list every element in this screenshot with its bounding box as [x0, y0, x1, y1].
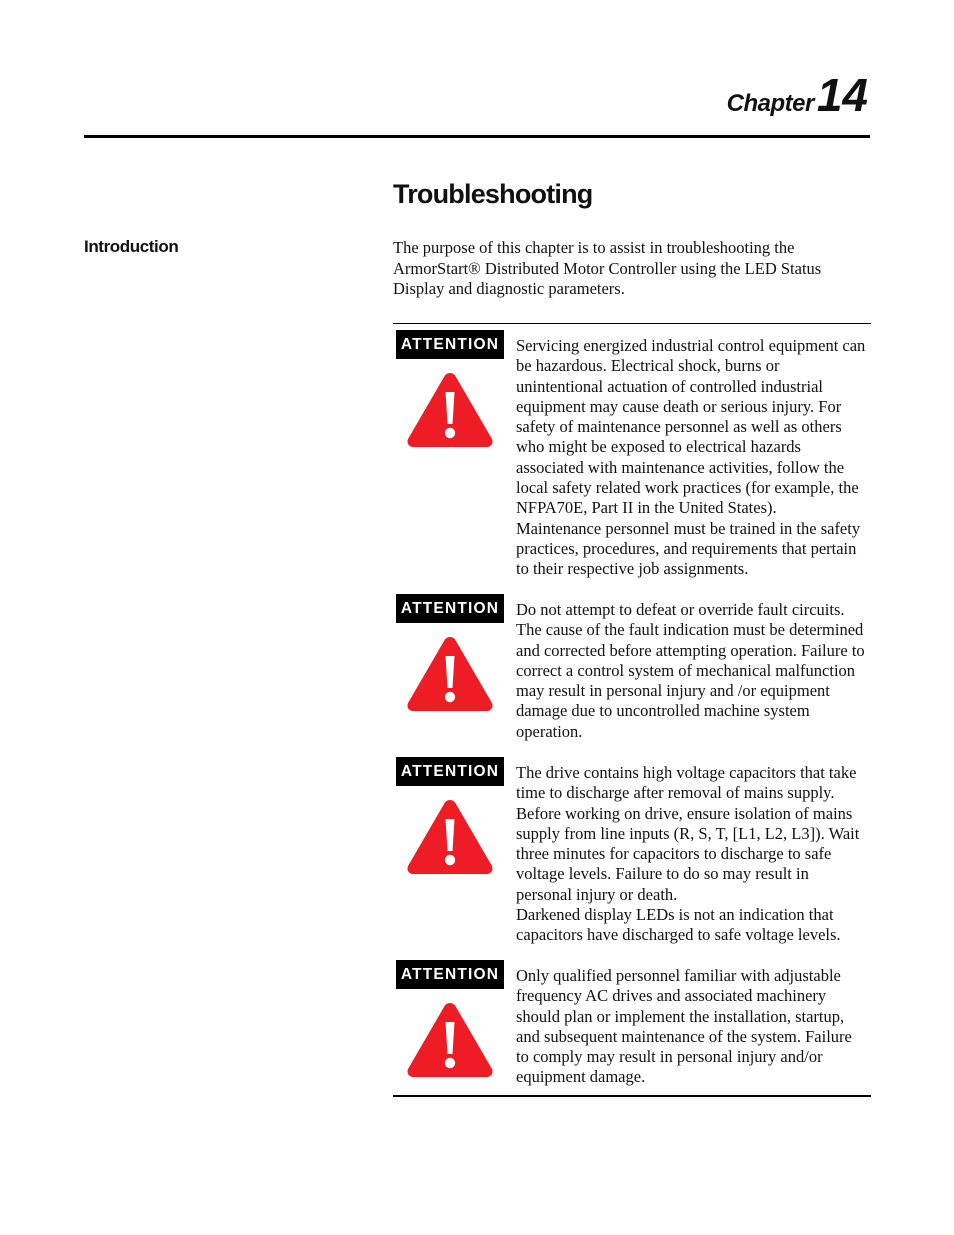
attention-box-top-rule: [393, 323, 871, 324]
attention-line: Maintenance personnel must be trained in the safety practices, procedures, and requirements that pertain to their respective job assignments.: [516, 518, 861, 579]
attention-line: Only qualified personnel familiar with adjustable frequency AC drives and associated machinery should plan or implement the installation, startup, and subsequent maintenance of the system. Failure to comply may result in personal injury and/or equipment damage.: [516, 966, 852, 1087]
attention-badge: ATTENTION: [396, 757, 504, 786]
attention-badge: ATTENTION: [396, 330, 504, 359]
attention-box-bottom-rule: [393, 1095, 871, 1097]
chapter-number: 14: [816, 69, 868, 121]
attention-line: Darkened display LEDs is not an indication that capacitors have discharged to safe voltage levels.: [516, 905, 841, 945]
attention-text: [516, 763, 866, 946]
attention-badge: ATTENTION: [396, 594, 504, 623]
warning-triangle-icon: [405, 1000, 495, 1080]
attention-text: [516, 600, 866, 742]
warning-triangle-icon: [405, 634, 495, 714]
attention-text: [516, 966, 866, 1088]
section-title: Introduction: [84, 237, 179, 256]
attention-line: The drive contains high voltage capacitors that take time to discharge after removal of mains supply. Before working on drive, ensure isolation of mains supply from line inputs (R, S, T, [L1, L2, L3]). Wait three minutes for capacitors to discharge to safe voltage levels. Failure to do so may result in personal injury or death.: [516, 763, 860, 904]
intro-paragraph: The purpose of this chapter is to assist in troubleshooting the ArmorStart® Distributed Motor Controller using the LED Status Display and diagnostic parameters.: [393, 238, 822, 298]
attention-line: Servicing energized industrial control equipment can be hazardous. Electrical shock, burns or unintentional actuation of controlled industrial equipment may cause death or serious injury. For safety of maintenance personnel as well as others who might be exposed to electrical hazards associated with maintenance activities, follow the local safety related work practices (for example, the NFPA70E, Part II in the United States).: [516, 336, 866, 518]
warning-triangle-icon: [405, 797, 495, 877]
chapter-divider: [84, 135, 870, 138]
attention-text: [516, 336, 866, 580]
chapter-label: Chapter: [726, 90, 814, 117]
warning-triangle-icon: [405, 370, 495, 450]
chapter-heading: [726, 69, 868, 121]
attention-badge: ATTENTION: [396, 960, 504, 989]
attention-line: Do not attempt to defeat or override fault circuits. The cause of the fault indication must be determined and corrected before attempting operation. Failure to correct a control system of mechanical malfunction may result in personal injury and /or equipment damage due to uncontrolled machine system operation.: [516, 600, 865, 741]
page-title: Troubleshooting: [393, 179, 593, 209]
